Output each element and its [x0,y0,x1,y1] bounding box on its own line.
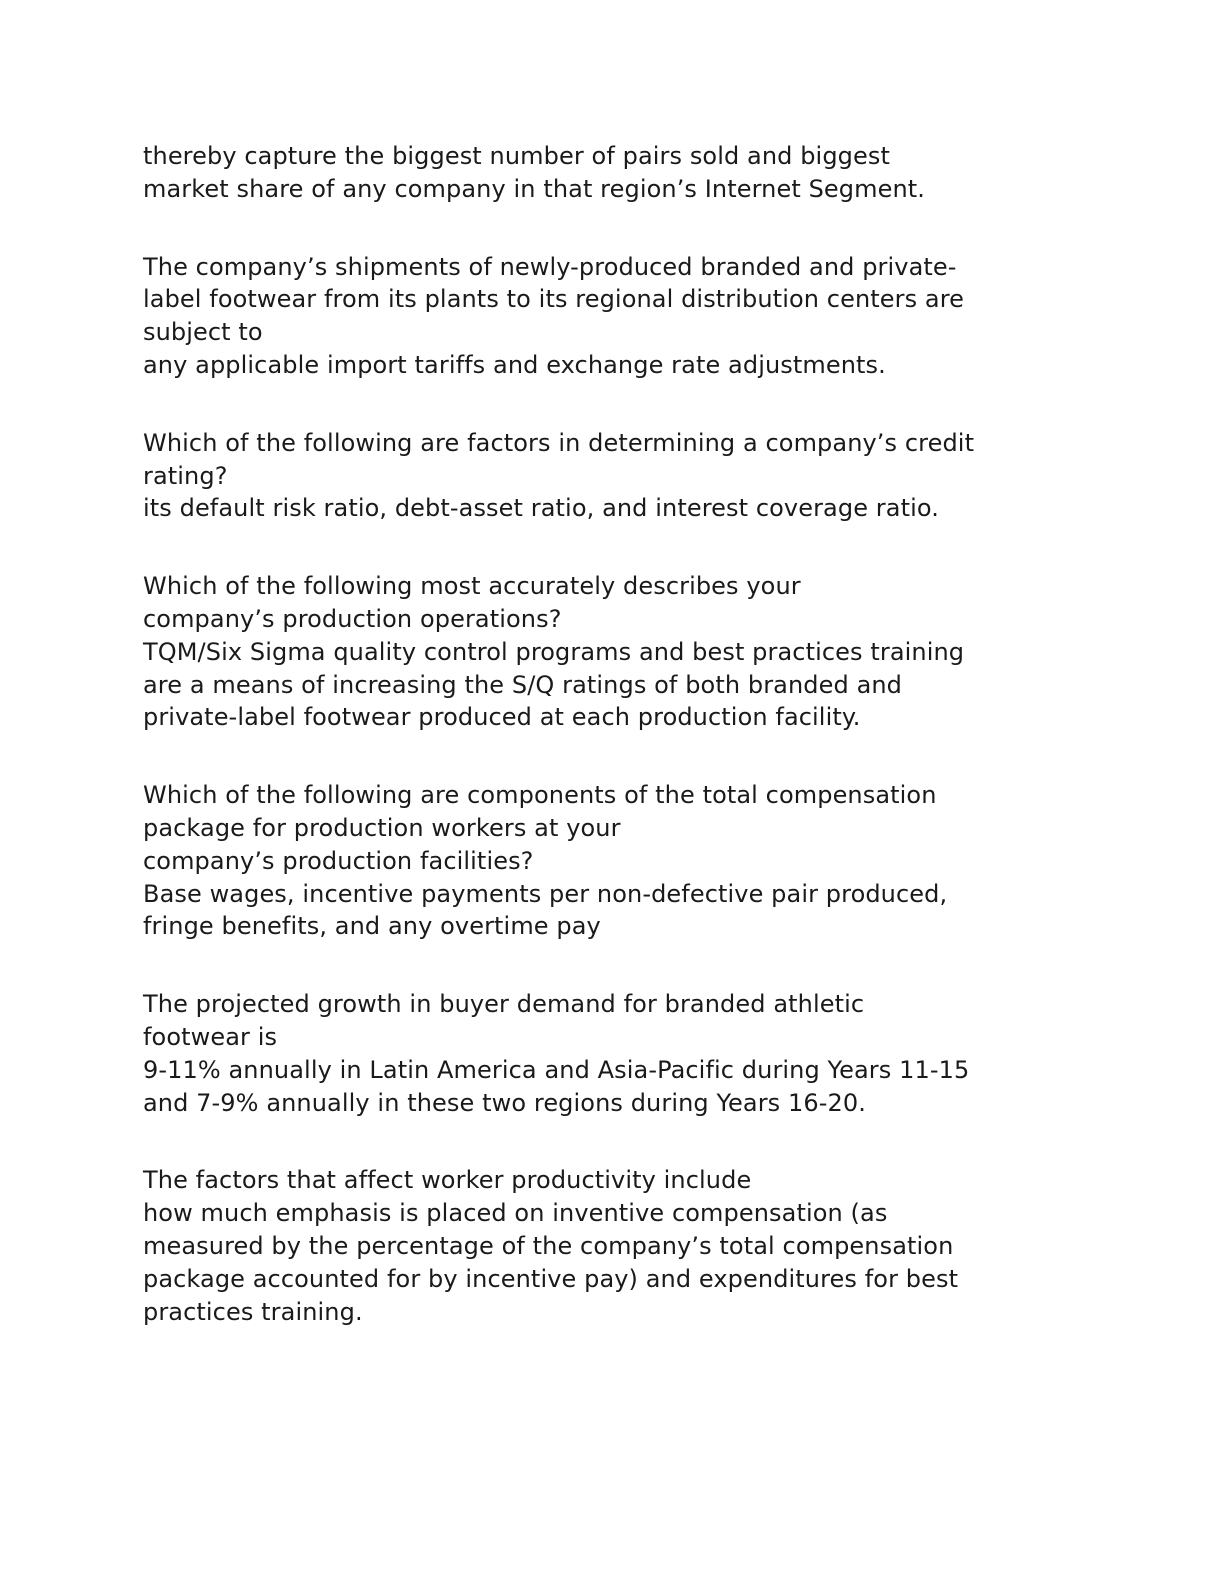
text-line: how much emphasis is placed on inventive compensation (as [143,1199,888,1228]
paragraph-shipments [143,251,1083,382]
text-line: footwear is [143,1022,278,1051]
text-line: Which of the following are factors in determining a company’s credit [143,428,975,457]
text-line: company’s production facilities? [143,846,534,875]
document-body [143,140,1083,1373]
text-line: Which of the following are components of the total compensation [143,781,937,810]
text-line: The projected growth in buyer demand for branded athletic [143,990,865,1019]
text-line: company’s production operations? [143,604,562,633]
text-line: Base wages, incentive payments per non-defective pair produced, [143,879,948,908]
paragraph-compensation [143,779,1083,943]
text-line: market share of any company in that region’s Internet Segment. [143,174,926,203]
text-line: rating? [143,461,228,490]
paragraph-worker-productivity [143,1164,1083,1328]
text-line: package accounted for by incentive pay) and expenditures for best [143,1264,959,1293]
paragraph-demand-growth [143,988,1083,1119]
text-line: TQM/Six Sigma quality control programs and best practices training [143,637,965,666]
paragraph-production-operations [143,570,1083,734]
text-line: The company’s shipments of newly-produced branded and private- [143,252,957,281]
text-line: and 7-9% annually in these two regions during Years 16-20. [143,1088,866,1117]
text-line: are a means of increasing the S/Q ratings of both branded and [143,670,903,699]
text-line: its default risk ratio, debt-asset ratio, and interest coverage ratio. [143,494,939,523]
text-line: Which of the following most accurately describes your [143,572,801,601]
text-line: practices training. [143,1297,363,1326]
paragraph-internet-segment [143,140,1083,206]
text-line: thereby capture the biggest number of pairs sold and biggest [143,142,890,170]
text-line: private-label footwear produced at each production facility. [143,703,861,732]
text-line: 9-11% annually in Latin America and Asia-Pacific during Years 11-15 [143,1055,970,1084]
text-line: fringe benefits, and any overtime pay [143,912,601,941]
text-line: subject to [143,318,263,347]
paragraph-credit-rating [143,427,1083,525]
text-line: label footwear from its plants to its regional distribution centers are [143,285,965,314]
text-line: any applicable import tariffs and exchange rate adjustments. [143,350,886,379]
text-line: measured by the percentage of the company’s total compensation [143,1231,954,1260]
text-line: The factors that affect worker productivity include [143,1166,752,1195]
text-line: package for production workers at your [143,813,621,842]
